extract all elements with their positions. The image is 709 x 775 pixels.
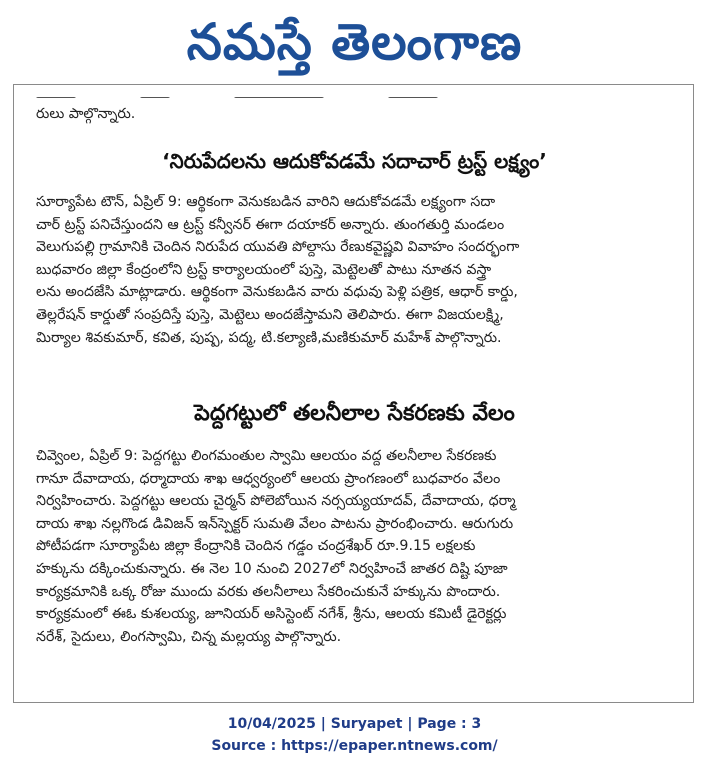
body-line: నరేశ్, సైదులు, లింగస్వామి, చిన్న మల్లయ్య పాల్గొన్నారు.: [36, 628, 342, 645]
body-line: బుధవారం జిల్లా కేంద్రంలోని ట్రస్ట్ కార్యాలయంలో పుస్తె, మెట్టెలతో పాటు నూతన వస్త్రా: [36, 261, 492, 278]
body-line: కార్యక్రమానికి ఒక్క రోజు ముందు వరకు తలనీలాలు సేకరించుకునే హక్కును పొందారు.: [36, 583, 501, 600]
newspaper-logo-title: నమస్తే తెలంగాణ: [186, 13, 523, 71]
body-line: సూర్యాపేట టౌన్, ఏప్రిల్ 9: ఆర్థికంగా వెనుకబడిన వారిని ఆదుకోవడమే లక్ష్యంగా సదా: [36, 194, 496, 210]
newspaper-clipping: [13, 84, 694, 703]
body-line: తెల్లరేషన్ కార్డుతో సంప్రదిస్తే పుస్తె, మెట్టెలు అందజేస్తామని తెలిపారు. ఈగా విజయలక్ష్మి,: [36, 306, 504, 323]
article1-headline: ‘నిరుపేదలను ఆదుకోవడమే సదాచార్ ట్రస్ట్ లక్ష్యం’: [162, 149, 547, 173]
article2-headline: పెద్దగట్టులో తలనీలాల సేకరణకు వేలం: [194, 401, 515, 426]
body-line: మిర్యాల శివకుమార్, కవిత, పుష్ప, పద్మ, టి.కల్యాణి,మణికుమార్ మహేశ్ పాల్గొన్నారు.: [36, 329, 502, 346]
continuation-line: రులు పాల్గొన్నారు.: [36, 106, 136, 122]
body-line: కార్యక్రమంలో ఈఓ కుశలయ్య, జూనియర్ అసిస్టెంట్ నగేశ్, శ్రీను, ఆలయ కమిటీ డైరెక్టర్లు: [36, 606, 507, 623]
masthead: [0, 0, 709, 84]
body-line: దాయ శాఖ నల్లగొండ డివిజన్ ఇన్‌స్పెక్టర్ సుమతి వేలం పాటను ప్రారంభించారు. ఆరుగురు: [36, 515, 514, 532]
body-line: గానూ దేవాదాయ, ధర్మాదాయ శాఖ ఆధ్వర్యంలో ఆలయ ప్రాంగణంలో బుధవారం వేలం: [36, 470, 501, 487]
cut-off-text-line: [36, 92, 616, 98]
article1-body: [36, 191, 680, 349]
source-url: Source : https://epaper.ntnews.com/: [211, 738, 498, 754]
publication-info: 10/04/2025 | Suryapet | Page : 3: [227, 716, 482, 732]
body-line: హక్కును దక్కించుకున్నారు. ఈ నెల 10 నుంచి 2027లో నిర్వహించే జాతర దిష్టి పూజా: [36, 560, 508, 577]
body-line: చార్ ట్రస్ట్ పనిచేస్తుందని ఆ ట్రస్ట్ కన్వీనర్ ఈగా దయాకర్ అన్నారు. తుంగతుర్తి మండలం: [36, 216, 505, 233]
body-line: లను అందజేసి మాట్లాడారు. ఆర్థికంగా వెనుకబడిన వారు వధువు పెళ్లి పత్రిక, ఆధార్ కార్డు,: [36, 284, 518, 301]
body-line: నిర్వహించారు. పెద్దగట్టు ఆలయ చైర్మన్ పోలెబోయిన నర్సయ్యయాదవ్, దేవాదాయ, ధర్మా: [36, 493, 516, 510]
previous-article-ending: [36, 103, 680, 126]
article2-body: [36, 445, 680, 648]
body-line: చివ్వెంల, ఏప్రిల్ 9: పెద్దగట్టు లింగమంతుల స్వామి ఆలయం వద్ద తలనీలాల సేకరణకు: [36, 448, 497, 464]
body-line: వెలుగుపల్లి గ్రామానికి చెందిన నిరుపేద యువతి పోల్దాసు రేణుకవైష్ణవి వివాహం సందర్భంగా: [36, 239, 520, 256]
body-line: పోటీపడగా సూర్యాపేట జిల్లా కేంద్రానికి చెందిన గడ్డం చంద్రశేఖర్ రూ.9.15 లక్షలకు: [36, 538, 476, 555]
